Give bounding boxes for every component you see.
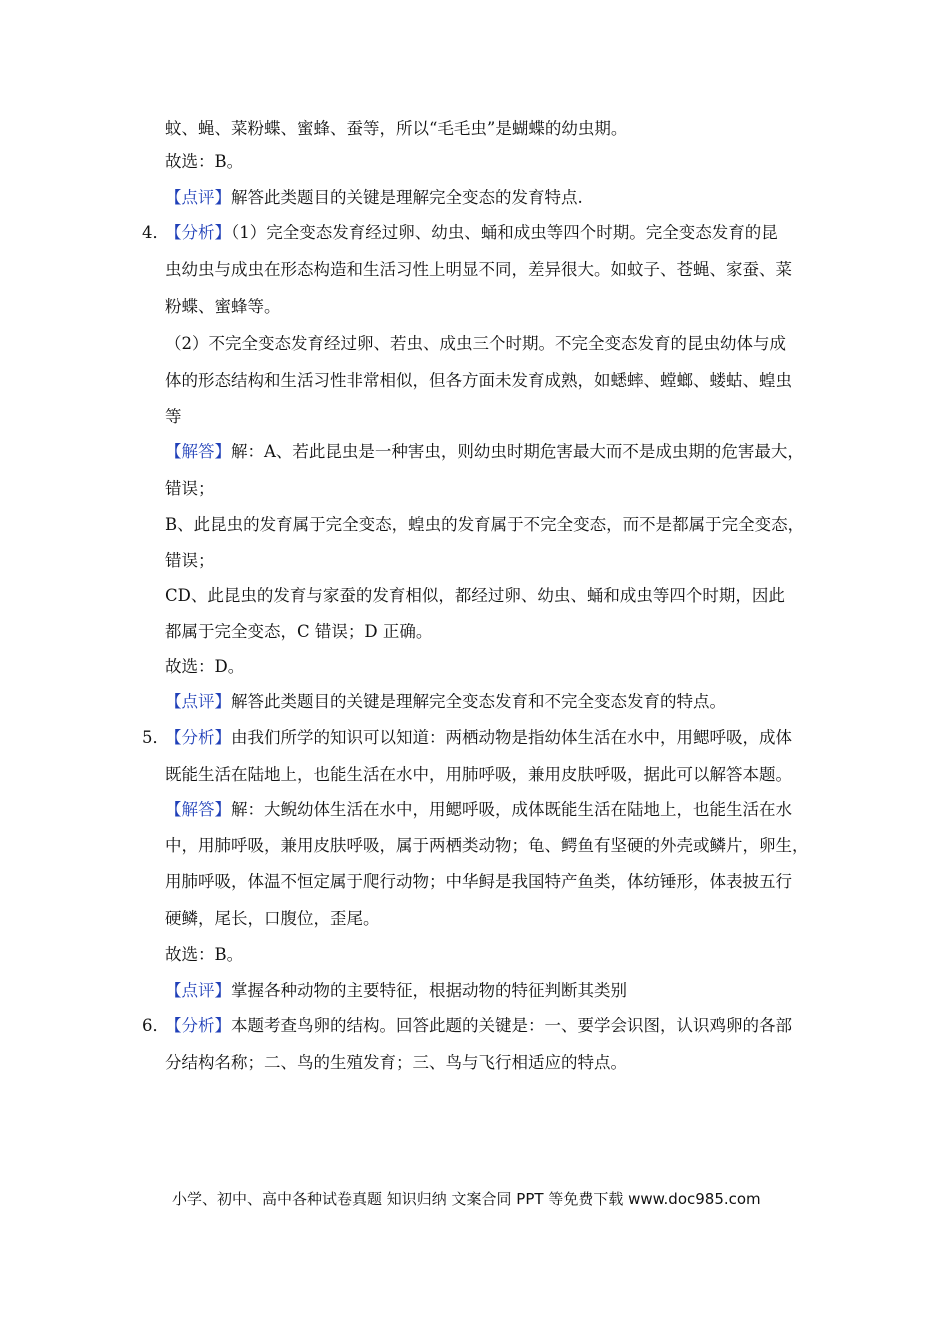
text-line: 错误； <box>165 479 215 498</box>
text-line: CD、此昆虫的发育与家蚕的发育相似，都经过卵、幼虫、蛹和成虫等四个时期，因此 <box>165 586 785 605</box>
answer-line <box>165 799 792 821</box>
analysis-text: 由我们所学的知识可以知道：两栖动物是指幼体生活在水中，用鳃呼吸，成体 <box>231 728 792 747</box>
text-line: 虫幼虫与成虫在形态构造和生活习性上明显不同，差异很大。如蚊子、苍蝇、家蚕、菜 <box>165 260 792 279</box>
analysis-tag: 【分析】 <box>165 1016 231 1035</box>
answer-text: 解：A、若此昆虫是一种害虫，则幼虫时期危害最大而不是成虫期的危害最大， <box>231 442 804 461</box>
review-tag: 【点评】 <box>165 981 231 1000</box>
question-number: 5． <box>142 728 169 747</box>
text-line: 中，用肺呼吸，兼用皮肤呼吸，属于两栖类动物；龟、鳄鱼有坚硬的外壳或鳞片，卵生， <box>165 836 809 855</box>
answer-tag: 【解答】 <box>165 442 231 461</box>
answer-line <box>165 441 804 463</box>
text-line: （2）不完全变态发育经过卵、若虫、成虫三个时期。不完全变态发育的昆虫幼体与成 <box>165 334 786 353</box>
answer-tag: 【解答】 <box>165 800 231 819</box>
review-line <box>165 187 583 209</box>
page-footer: 小学、初中、高中各种试卷真题 知识归纳 文案合同 PPT 等免费下载 www.doc985.com <box>172 1190 761 1208</box>
text-line: 体的形态结构和生活习性非常相似，但各方面未发育成熟，如蟋蟀、螳螂、蝼蛄、蝗虫 <box>165 371 792 390</box>
analysis-line <box>165 1015 792 1037</box>
text-line: 分结构名称；二、鸟的生殖发育；三、鸟与飞行相适应的特点。 <box>165 1053 627 1072</box>
review-tag: 【点评】 <box>165 692 231 711</box>
text-line: 硬鳞，尾长，口腹位，歪尾。 <box>165 909 380 928</box>
answer-text: 解：大鲵幼体生活在水中，用鳃呼吸，成体既能生活在陆地上，也能生活在水 <box>231 800 792 819</box>
review-text: 解答此类题目的关键是理解完全变态的发育特点. <box>231 188 583 207</box>
analysis-tag: 【分析】 <box>165 223 231 242</box>
question-number: 4． <box>142 223 169 242</box>
text-line: B、此昆虫的发育属于完全变态，蝗虫的发育属于不完全变态，而不是都属于完全变态， <box>165 515 805 534</box>
text-line: 既能生活在陆地上，也能生活在水中，用肺呼吸，兼用皮肤呼吸，据此可以解答本题。 <box>165 765 792 784</box>
review-tag: 【点评】 <box>165 188 231 207</box>
text-line: 蚊、蝇、菜粉蝶、蜜蜂、蚕等，所以“毛毛虫”是蝴蝶的幼虫期。 <box>165 119 628 138</box>
analysis-text: （1）完全变态发育经过卵、幼虫、蛹和成虫等四个时期。完全变态发育的昆 <box>231 223 778 242</box>
text-line: 错误； <box>165 551 215 570</box>
review-text: 掌握各种动物的主要特征，根据动物的特征判断其类别 <box>231 981 627 1000</box>
text-line: 粉蝶、蜜蜂等。 <box>165 297 281 316</box>
review-text: 解答此类题目的关键是理解完全变态发育和不完全变态发育的特点。 <box>231 692 726 711</box>
analysis-line <box>165 222 778 244</box>
analysis-line <box>165 727 792 749</box>
text-line: 等 <box>165 407 182 426</box>
review-line <box>165 980 627 1002</box>
choice-line: 故选：B。 <box>165 152 244 171</box>
analysis-tag: 【分析】 <box>165 728 231 747</box>
analysis-text: 本题考查鸟卵的结构。回答此题的关键是：一、要学会识图，认识鸡卵的各部 <box>231 1016 792 1035</box>
choice-line: 故选：B。 <box>165 945 244 964</box>
question-number: 6． <box>142 1016 169 1035</box>
choice-line: 故选：D。 <box>165 657 245 676</box>
text-line: 都属于完全变态，C 错误；D 正确。 <box>165 622 433 641</box>
review-line <box>165 691 726 713</box>
text-line: 用肺呼吸，体温不恒定属于爬行动物；中华鲟是我国特产鱼类，体纺锤形，体表披五行 <box>165 872 792 891</box>
